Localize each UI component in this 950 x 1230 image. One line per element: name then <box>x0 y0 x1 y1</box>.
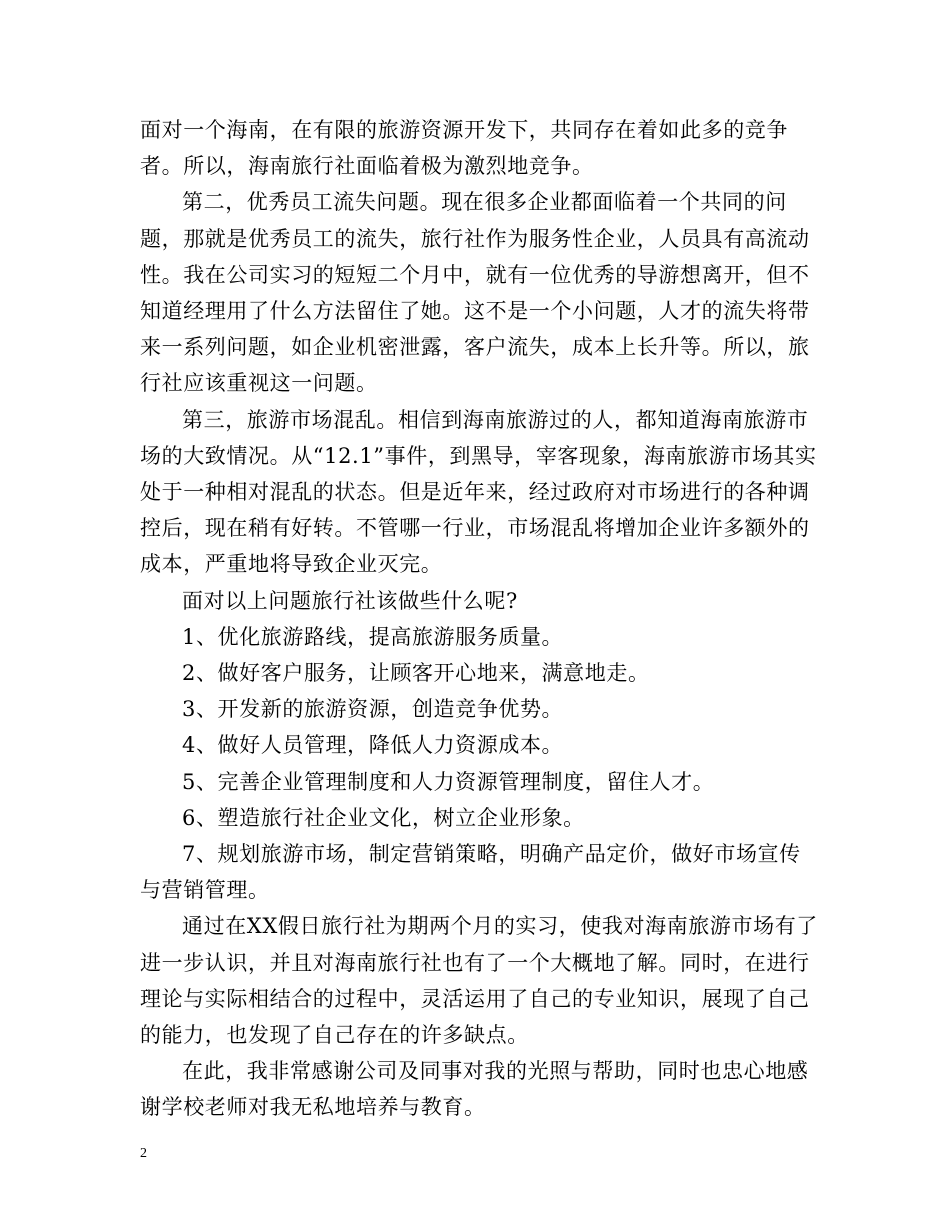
paragraph-question: 面对以上问题旅行社该做些什么呢? <box>182 588 518 613</box>
page-number: 2 <box>140 1146 147 1161</box>
paragraph-market-disorder: 第三，旅游市场混乱。相信到海南旅游过的人，都知道海南旅游市场的大致情况。从“12.1”事件，到黑导，宰客现象，海南旅游市场其实处于一种相对混乱的状态。但是近年来，经过政府对市场进行的各种调控后，现在稍有好转。不管哪一行业，市场混乱将增加企业许多额外的成本，严重地将导致企业灭完。 <box>140 407 817 577</box>
list-item-4: 4、做好人员管理，降低人力资源成本。 <box>182 733 564 758</box>
list-item-1: 1、优化旅游路线，提高旅游服务质量。 <box>182 624 564 649</box>
paragraph-internship-summary: 通过在XX假日旅行社为期两个月的实习，使我对海南旅游市场有了进一步认识，并且对海南旅行社也有了一个大概地了解。同时，在进行理论与实际相结合的过程中，灵活运用了自己的专业知识，展现了自己的能力，也发现了自己存在的许多缺点。 <box>140 914 818 1048</box>
list-item-5: 5、完善企业管理制度和人力资源管理制度，留住人才。 <box>182 769 715 794</box>
paragraph-acknowledgement: 在此，我非常感谢公司及同事对我的光照与帮助，同时也忠心地感谢学校老师对我无私地培养与教育。 <box>140 1059 809 1120</box>
document-body <box>140 112 820 1126</box>
list-item-7: 7、规划旅游市场，制定营销策略，明确产品定价，做好市场宣传与营销管理。 <box>140 842 801 903</box>
list-item-2: 2、做好客户服务，让顾客开心地来，满意地走。 <box>182 661 650 686</box>
list-item-6: 6、塑造旅行社企业文化，树立企业形象。 <box>182 805 585 830</box>
paragraph-competition-continued: 面对一个海南，在有限的旅游资源开发下，共同存在着如此多的竞争者。所以，海南旅行社面临着极为激烈地竞争。 <box>140 118 788 179</box>
list-item-3: 3、开发新的旅游资源，创造竞争优势。 <box>182 697 564 722</box>
paragraph-staff-turnover: 第二，优秀员工流失问题。现在很多企业都面临着一个共同的问题，那就是优秀员工的流失，旅行社作为服务性企业，人员具有高流动性。我在公司实习的短短二个月中，就有一位优秀的导游想离开，但不知道经理用了什么方法留住了她。这不是一个小问题，人才的流失将带来一系列问题，如企业机密泄露，客户流失，成本上长升等。所以，旅行社应该重视这一问题。 <box>140 190 810 396</box>
